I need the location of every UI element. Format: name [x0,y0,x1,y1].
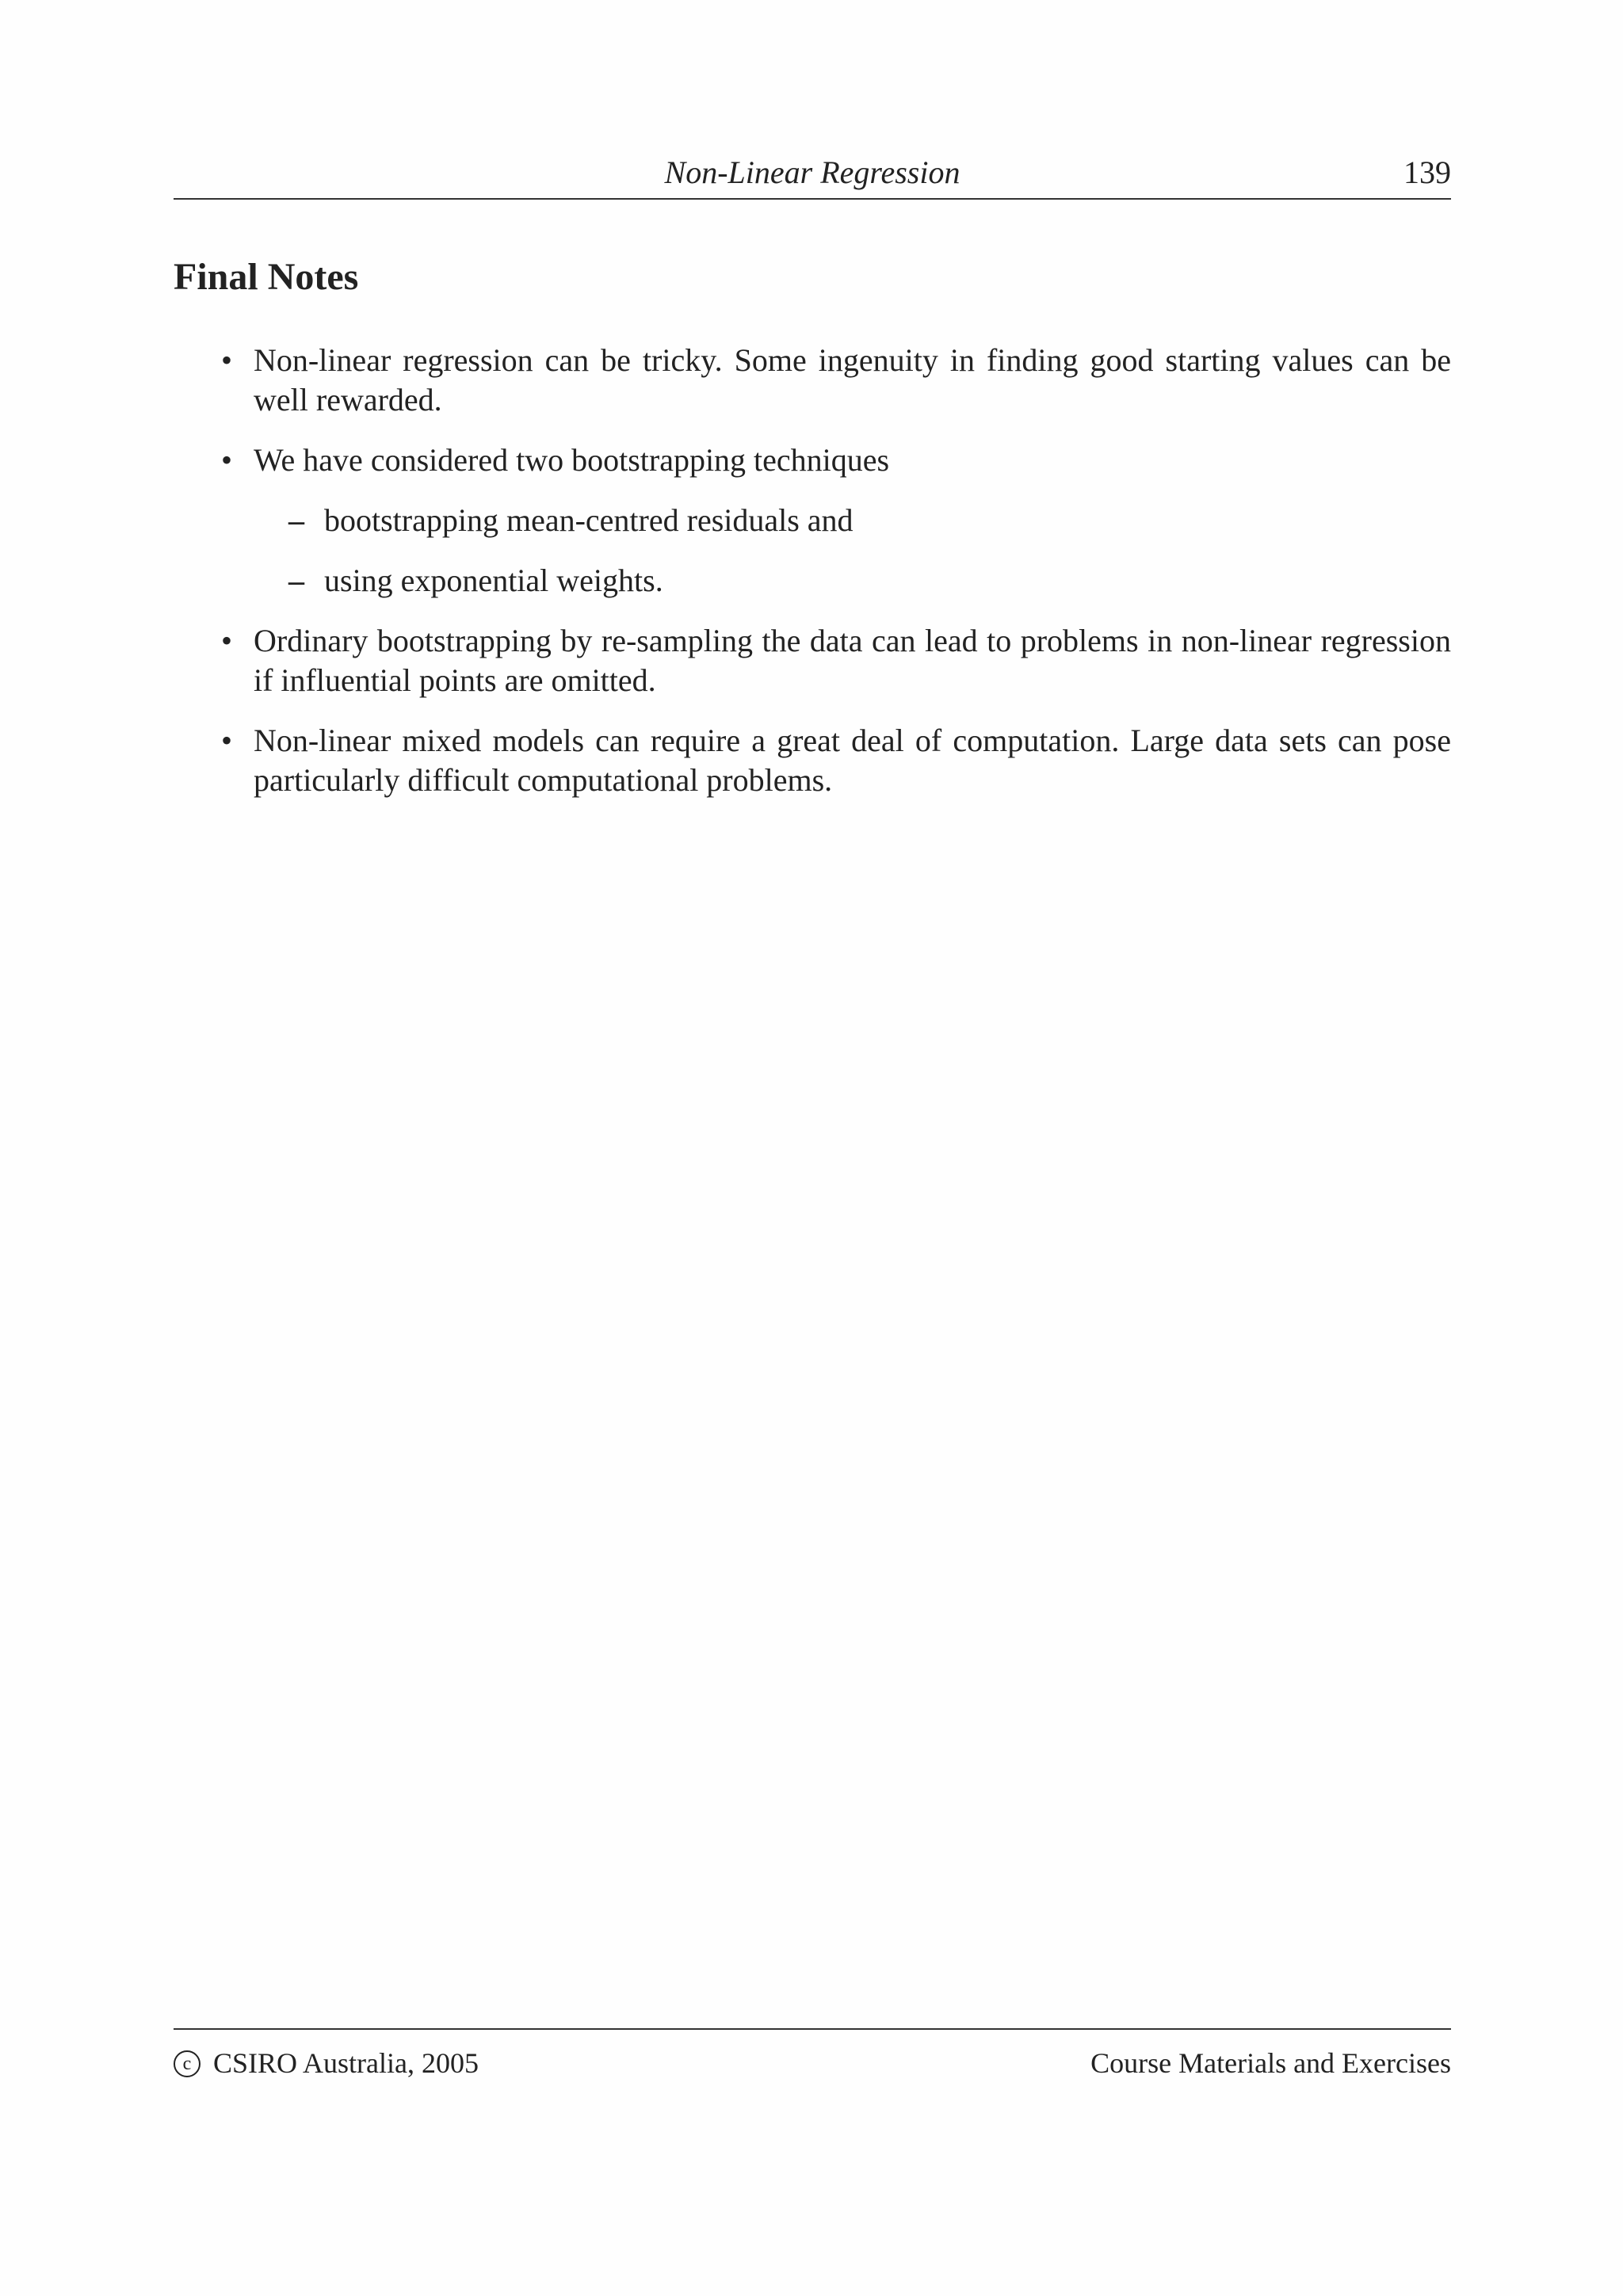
sub-list-item-text: using exponential weights. [324,563,663,598]
copyright-notice [174,2046,479,2081]
bullet-icon: • [221,623,233,658]
list-item [174,341,1451,420]
bullet-icon: • [221,442,233,478]
running-title: Non-Linear Regression [664,154,960,190]
list-item-text: Non-linear mixed models can require a great deal of computation. Large data sets can pose particularly difficult computational problems. [254,723,1451,798]
footer-course-title: Course Materials and Exercises [1090,2047,1451,2079]
dash-icon: – [288,502,304,538]
list-item [174,441,1451,601]
notes-list [174,341,1451,821]
page-number: 139 [1403,154,1451,190]
list-item-text: We have considered two bootstrapping techniques [254,442,890,478]
sub-list-item [174,501,1451,540]
sub-list-item-text: bootstrapping mean-centred residuals and [324,502,854,538]
bullet-icon: • [221,342,233,378]
section-title: Final Notes [174,256,359,298]
list-item-text: Ordinary bootstrapping by re-sampling the data can lead to problems in non-linear regression if influential points are omitted. [254,623,1451,698]
list-item [174,721,1451,800]
page-footer [174,2028,1451,2085]
copyright-icon: c [174,2050,200,2077]
list-item-text: Non-linear regression can be tricky. Some ingenuity in finding good starting values can be well rewarded. [254,342,1451,418]
bullet-icon: • [221,723,233,758]
dash-icon: – [288,563,304,598]
page-header [174,151,1451,200]
copyright-text: CSIRO Australia, 2005 [213,2047,479,2079]
sub-list-item [174,561,1451,601]
list-item [174,621,1451,700]
